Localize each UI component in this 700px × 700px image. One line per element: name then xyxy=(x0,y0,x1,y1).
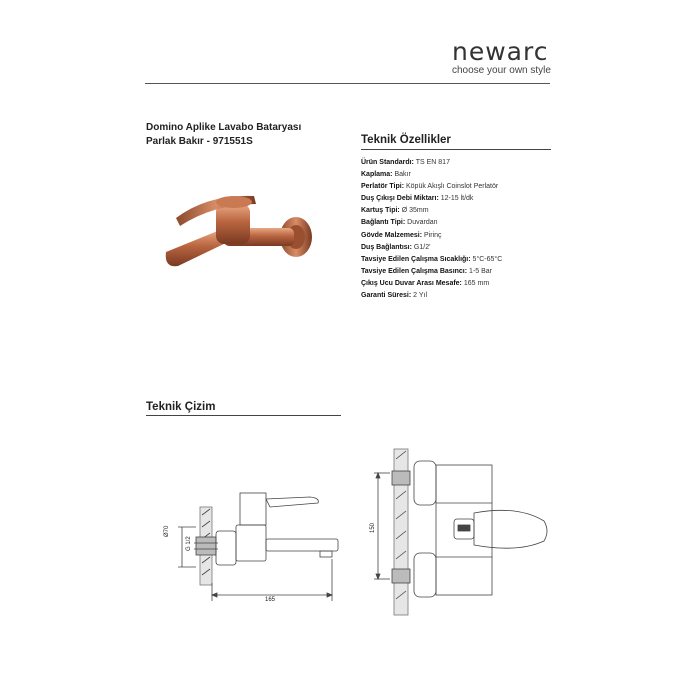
spec-value: 1-5 Bar xyxy=(469,267,493,275)
brand-tagline: choose your own style xyxy=(452,65,551,76)
spec-value: 12-15 lt/dk xyxy=(440,195,474,203)
spec-label: Kaplama: xyxy=(361,171,393,179)
header-divider xyxy=(145,83,550,84)
spec-value: Bakır xyxy=(394,171,411,179)
specs-divider xyxy=(361,149,551,150)
dim-length: 165 xyxy=(265,597,276,603)
spec-row xyxy=(361,217,502,229)
spec-label: Tavsiye Edilen Çalışma Basıncı: xyxy=(361,267,468,275)
spec-row xyxy=(361,181,502,193)
spec-row xyxy=(361,230,502,242)
spec-value: Ø 35mm xyxy=(401,207,429,215)
product-title-line2: Parlak Bakır - 971551S xyxy=(146,136,253,147)
spec-value: Köpük Akışlı Coinslot Perlatör xyxy=(406,183,499,191)
dim-height: 150 xyxy=(370,522,376,533)
spec-row xyxy=(361,157,502,169)
spec-value: TS EN 817 xyxy=(415,159,450,166)
spec-label: Garanti Süresi: xyxy=(361,292,412,300)
spec-row xyxy=(361,242,502,254)
spec-label: Duş Bağlantısı: xyxy=(361,243,412,251)
brand-logo xyxy=(452,37,562,76)
brand-name: newarc xyxy=(452,37,549,66)
spec-row xyxy=(361,266,502,278)
spec-row xyxy=(361,205,502,217)
drawing-side-labels xyxy=(160,485,355,605)
faucet-product-image xyxy=(158,182,318,272)
dim-diameter: Ø70 xyxy=(164,525,170,537)
spec-row xyxy=(361,290,502,302)
spec-label: Gövde Malzemesi: xyxy=(361,231,423,239)
spec-row xyxy=(361,254,502,266)
spec-row xyxy=(361,169,502,181)
spec-label: Kartuş Tipi: xyxy=(361,207,400,215)
drawing-divider xyxy=(146,415,341,416)
spec-label: Bağlantı Tipi: xyxy=(361,219,406,227)
spec-value: 165 mm xyxy=(463,279,490,287)
specs-heading: Teknik Özellikler xyxy=(361,134,451,146)
specs-list xyxy=(361,157,502,302)
spec-label: Tavsiye Edilen Çalışma Sıcaklığı: xyxy=(361,255,471,263)
spec-value: G1/2' xyxy=(413,243,431,251)
spec-value: 2 Yıl xyxy=(413,292,428,300)
spec-value: Pirinç xyxy=(424,231,442,239)
product-title-line1: Domino Aplike Lavabo Bataryası xyxy=(146,122,302,133)
spec-value: 5°C-65°C xyxy=(472,255,503,263)
spec-label: Duş Çıkışı Debi Miktarı: xyxy=(361,195,439,203)
spec-label: Perlatör Tipi: xyxy=(361,183,405,191)
drawing-front-labels xyxy=(368,445,558,620)
product-title xyxy=(146,121,301,149)
spec-label: Ürün Standardı: xyxy=(361,159,414,166)
dim-thread: G 1/2 xyxy=(186,536,192,551)
spec-value: Duvardan xyxy=(407,219,438,227)
spec-row xyxy=(361,278,502,290)
spec-row xyxy=(361,193,502,205)
drawing-heading: Teknik Çizim xyxy=(146,401,216,413)
spec-label: Çıkış Ucu Duvar Arası Mesafe: xyxy=(361,279,462,287)
